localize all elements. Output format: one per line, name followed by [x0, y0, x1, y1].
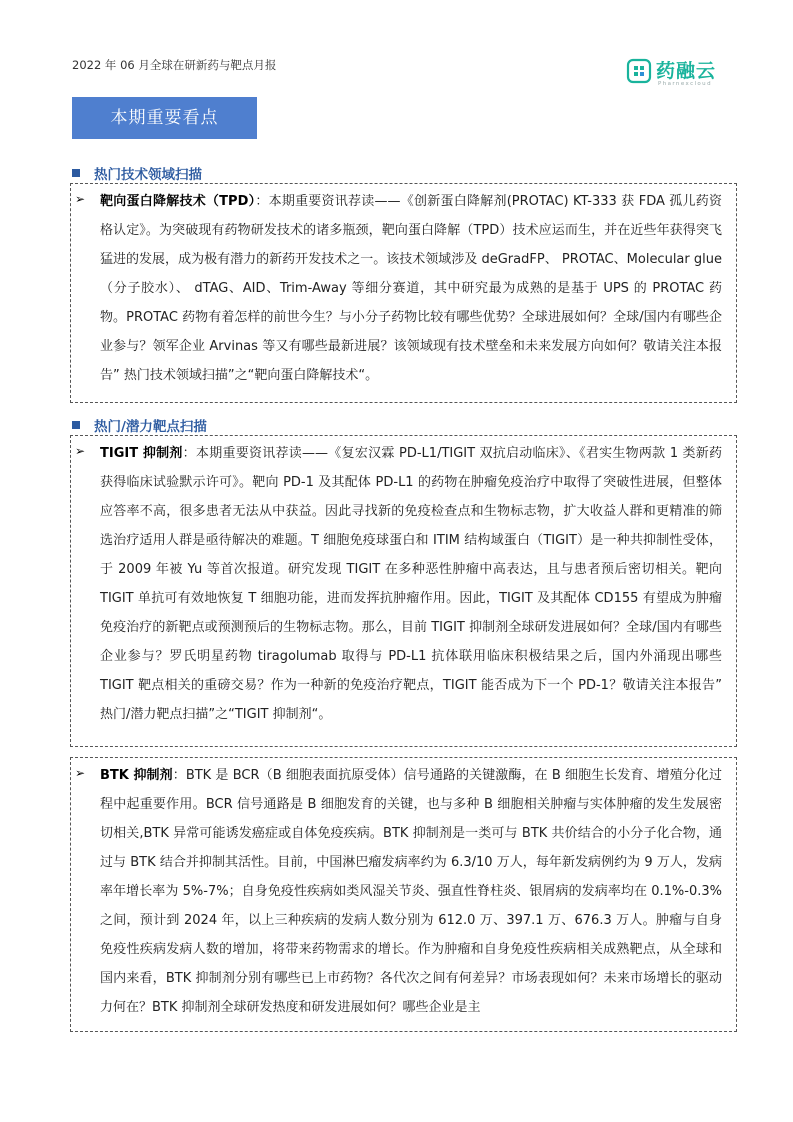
- square-bullet-icon: [72, 421, 80, 429]
- arrow-bullet-icon: ➢: [75, 192, 86, 206]
- logo-subtitle: Pharnexcloud: [658, 81, 712, 87]
- arrow-bullet-icon: ➢: [75, 444, 86, 458]
- tigit-paragraph: [100, 439, 722, 729]
- logo-name: 药融云: [656, 60, 717, 82]
- main-title: 本期重要看点: [72, 97, 257, 139]
- tpd-box: [70, 183, 737, 403]
- section-heading-target: [72, 415, 207, 435]
- section-heading-label: 热门/潜力靶点扫描: [94, 419, 207, 435]
- tigit-box: [70, 435, 737, 747]
- tpd-lead: 靶向蛋白降解技术（TPD）: [100, 194, 256, 209]
- logo-icon: [626, 58, 652, 84]
- btk-paragraph: [100, 761, 722, 1022]
- btk-text: ：BTK 是 BCR（B 细胞表面抗原受体）信号通路的关键激酶，在 B 细胞生长发育、增殖分化过程中起重要作用。BCR 信号通路是 B 细胞发育的关键，也与多种 B 细胞相关肿瘤与实体肿瘤的发生发展密切相关,BTK 异常可能诱发癌症或自体免疫疾病。BTK 抑制剂是一类可与 BTK 共价结合的小分子化合物，通过与 BTK 结合并抑制其活性。目前，中国淋巴瘤发病率约为 6.3/10 万人，每年新发病例约为 9 万人，发病率年增长率为 5%-7%；自身免疫性疾病如类风湿关节炎、强直性脊柱炎、银屑病的发病率均在 0.1%-0.3%之间，预计到 2024 年，以上三种疾病的发病人数分别为 612.0 万、397.1 万、676.3 万人。肿瘤与自身免疫性疾病发病人数的增加，将带来药物需求的增长。作为肿瘤和自身免疫性疾病相关成熟靶点，从全球和国内来看，BTK 抑制剂分别有哪些已上市药物？各代次之间有何差异？市场表现如何？未来市场增长的驱动力何在？BTK 抑制剂全球研发热度和研发进展如何？哪些企业是主: [100, 768, 722, 1015]
- square-bullet-icon: [72, 169, 80, 177]
- tigit-lead: TIGIT 抑制剂: [100, 446, 183, 461]
- section-heading-tech: [72, 163, 202, 183]
- company-logo: [626, 56, 736, 90]
- tpd-text: ：本期重要资讯荐读——《创新蛋白降解剂(PROTAC) KT-333 获 FDA 孤儿药资格认定》。为突破现有药物研发技术的诸多瓶颈，靶向蛋白降解（TPD）技术应运而生，并在近些年获得突飞猛进的发展，成为极有潜力的新药开发技术之一。该技术领域涉及 deGradFP、 PROTAC、Molecular glue（分子胶水）、 dTAG、AID、Trim-Away 等细分赛道，其中研究最为成熟的是基于 UPS 的 PROTAC 药物。PROTAC 药物有着怎样的前世今生？与小分子药物比较有哪些优势？全球进展如何？全球/国内有哪些企业参与？领军企业 Arvinas 等又有哪些最新进展？该领域现有技术壁垒和未来发展方向如何？敬请关注本报告” 热门技术领域扫描”之“靶向蛋白降解技术“。: [100, 194, 722, 383]
- btk-lead: BTK 抑制剂: [100, 768, 173, 783]
- tpd-paragraph: [100, 187, 722, 390]
- arrow-bullet-icon: ➢: [75, 766, 86, 780]
- report-header-title: 2022 年 06 月全球在研新药与靶点月报: [72, 58, 277, 72]
- btk-box: [70, 757, 737, 1032]
- section-heading-label: 热门技术领域扫描: [94, 167, 202, 183]
- tigit-text: ：本期重要资讯荐读——《复宏汉霖 PD-L1/TIGIT 双抗启动临床》、《君实生物两款 1 类新药获得临床试验默示许可》。靶向 PD-1 及其配体 PD-L1 的药物在肿瘤免疫治疗中取得了突破性进展，但整体应答率不高，很多患者无法从中获益。因此寻找新的免疫检查点和生物标志物，扩大收益人群和更精准的筛选治疗适用人群是亟待解决的难题。T 细胞免疫球蛋白和 ITIM 结构域蛋白（TIGIT）是一种共抑制性受体，于 2009 年被 Yu 等首次报道。研究发现 TIGIT 在多种恶性肿瘤中高表达，且与患者预后密切相关。靶向 TIGIT 单抗可有效地恢复 T 细胞功能，进而发挥抗肿瘤作用。因此，TIGIT 及其配体 CD155 有望成为肿瘤免疫治疗的新靶点或预测预后的生物标志物。那么，目前 TIGIT 抑制剂全球研发进展如何？全球/国内有哪些企业参与？罗氏明星药物 tiragolumab 取得与 PD-L1 抗体联用临床积极结果之后，国内外涌现出哪些 TIGIT 靶点相关的重磅交易？作为一种新的免疫治疗靶点，TIGIT 能否成为下一个 PD-1？敬请关注本报告” 热门/潜力靶点扫描”之“TIGIT 抑制剂“。: [100, 446, 723, 722]
